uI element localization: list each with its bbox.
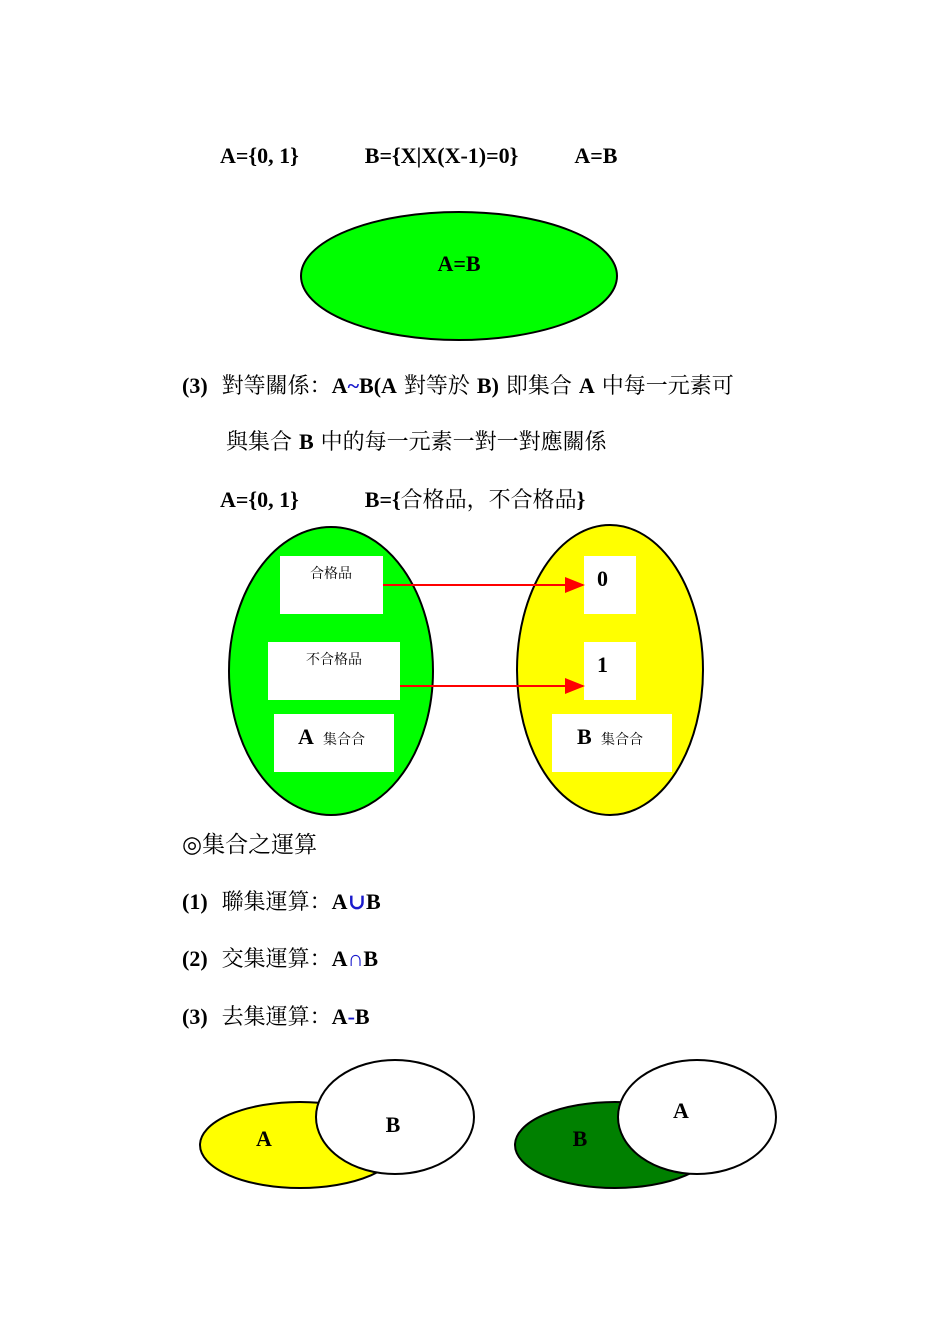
difference-symbol: - xyxy=(347,1004,355,1029)
set-a-definition: A={0, 1} xyxy=(220,143,299,168)
op-label: 交集運算： xyxy=(221,947,332,972)
left-box-2 xyxy=(268,642,400,700)
op-number: (1) xyxy=(182,889,208,914)
operation-item xyxy=(182,1003,370,1032)
equivalence-title: 對等關係： xyxy=(221,374,332,399)
left-box-1-label: 合格品 xyxy=(310,566,352,582)
example-set-a: A={0, 1} xyxy=(220,487,299,512)
op-b: B xyxy=(354,1004,370,1029)
set-b-definition: B={X|X(X-1)=0} xyxy=(364,143,519,168)
example-set-b-close: } xyxy=(576,487,586,512)
equiv-a-2: A xyxy=(578,373,595,398)
op-number: (2) xyxy=(182,946,208,971)
tilde-symbol: ~ xyxy=(347,373,360,398)
equivalence-paragraph-line2 xyxy=(226,428,607,457)
equal-sets-ellipse xyxy=(301,212,617,340)
equiv-a: A xyxy=(331,373,348,398)
set-b-letter: B xyxy=(577,724,592,749)
equiv-text-3: 中每一元素可 xyxy=(594,374,734,399)
example-set-b-elements: 合格品，不合格品 xyxy=(400,488,577,513)
op-b: B xyxy=(363,946,379,971)
equivalence-example-line xyxy=(220,486,585,515)
op-label: 去集運算： xyxy=(221,1005,332,1030)
equiv-line2-b: B xyxy=(299,429,314,454)
right-box-1 xyxy=(584,556,636,614)
venn-left-label-b: B xyxy=(385,1112,401,1137)
section-number: (3) xyxy=(182,373,208,398)
equal-sets-label: A=B xyxy=(437,251,481,276)
op-b: B xyxy=(366,889,381,914)
set-a-letter: A xyxy=(298,724,314,749)
equivalence-paragraph-line1 xyxy=(182,372,734,401)
intersection-symbol: ∩ xyxy=(347,946,364,971)
operations-heading: ◎集合之運算 xyxy=(182,832,318,858)
operation-item xyxy=(182,945,378,974)
right-box-1-label: 0 xyxy=(597,566,608,591)
venn-left-label-a: A xyxy=(256,1126,272,1151)
set-b-suffix: 集合合 xyxy=(601,732,643,748)
op-a: A xyxy=(331,1004,348,1029)
example-set-b-open: B={ xyxy=(364,487,401,512)
venn-right-label-a: A xyxy=(673,1098,689,1123)
equiv-b-open: B(A xyxy=(359,373,397,398)
op-number: (3) xyxy=(182,1004,208,1029)
equiv-text-1: 對等於 xyxy=(396,374,477,399)
equiv-text-2: 即集合 xyxy=(498,374,579,399)
op-a: A xyxy=(331,889,348,914)
op-label: 聯集運算： xyxy=(221,890,332,915)
left-box-1 xyxy=(280,556,383,614)
operation-item xyxy=(182,888,381,917)
equiv-b-close: B) xyxy=(476,373,499,398)
equiv-line2-text-1: 與集合 xyxy=(226,430,299,455)
venn-right-set-a xyxy=(618,1060,776,1174)
left-box-2-label: 不合格品 xyxy=(306,652,362,668)
right-box-2 xyxy=(584,642,636,700)
union-symbol: ∪ xyxy=(347,889,366,914)
venn-right-label-b: B xyxy=(572,1126,588,1151)
set-a-suffix: 集合合 xyxy=(323,732,365,748)
equality-statement: A=B xyxy=(574,143,618,168)
right-box-2-label: 1 xyxy=(597,652,608,677)
equiv-line2-text-2: 中的每一元素一對一對應關係 xyxy=(313,430,607,455)
op-a: A xyxy=(331,946,348,971)
